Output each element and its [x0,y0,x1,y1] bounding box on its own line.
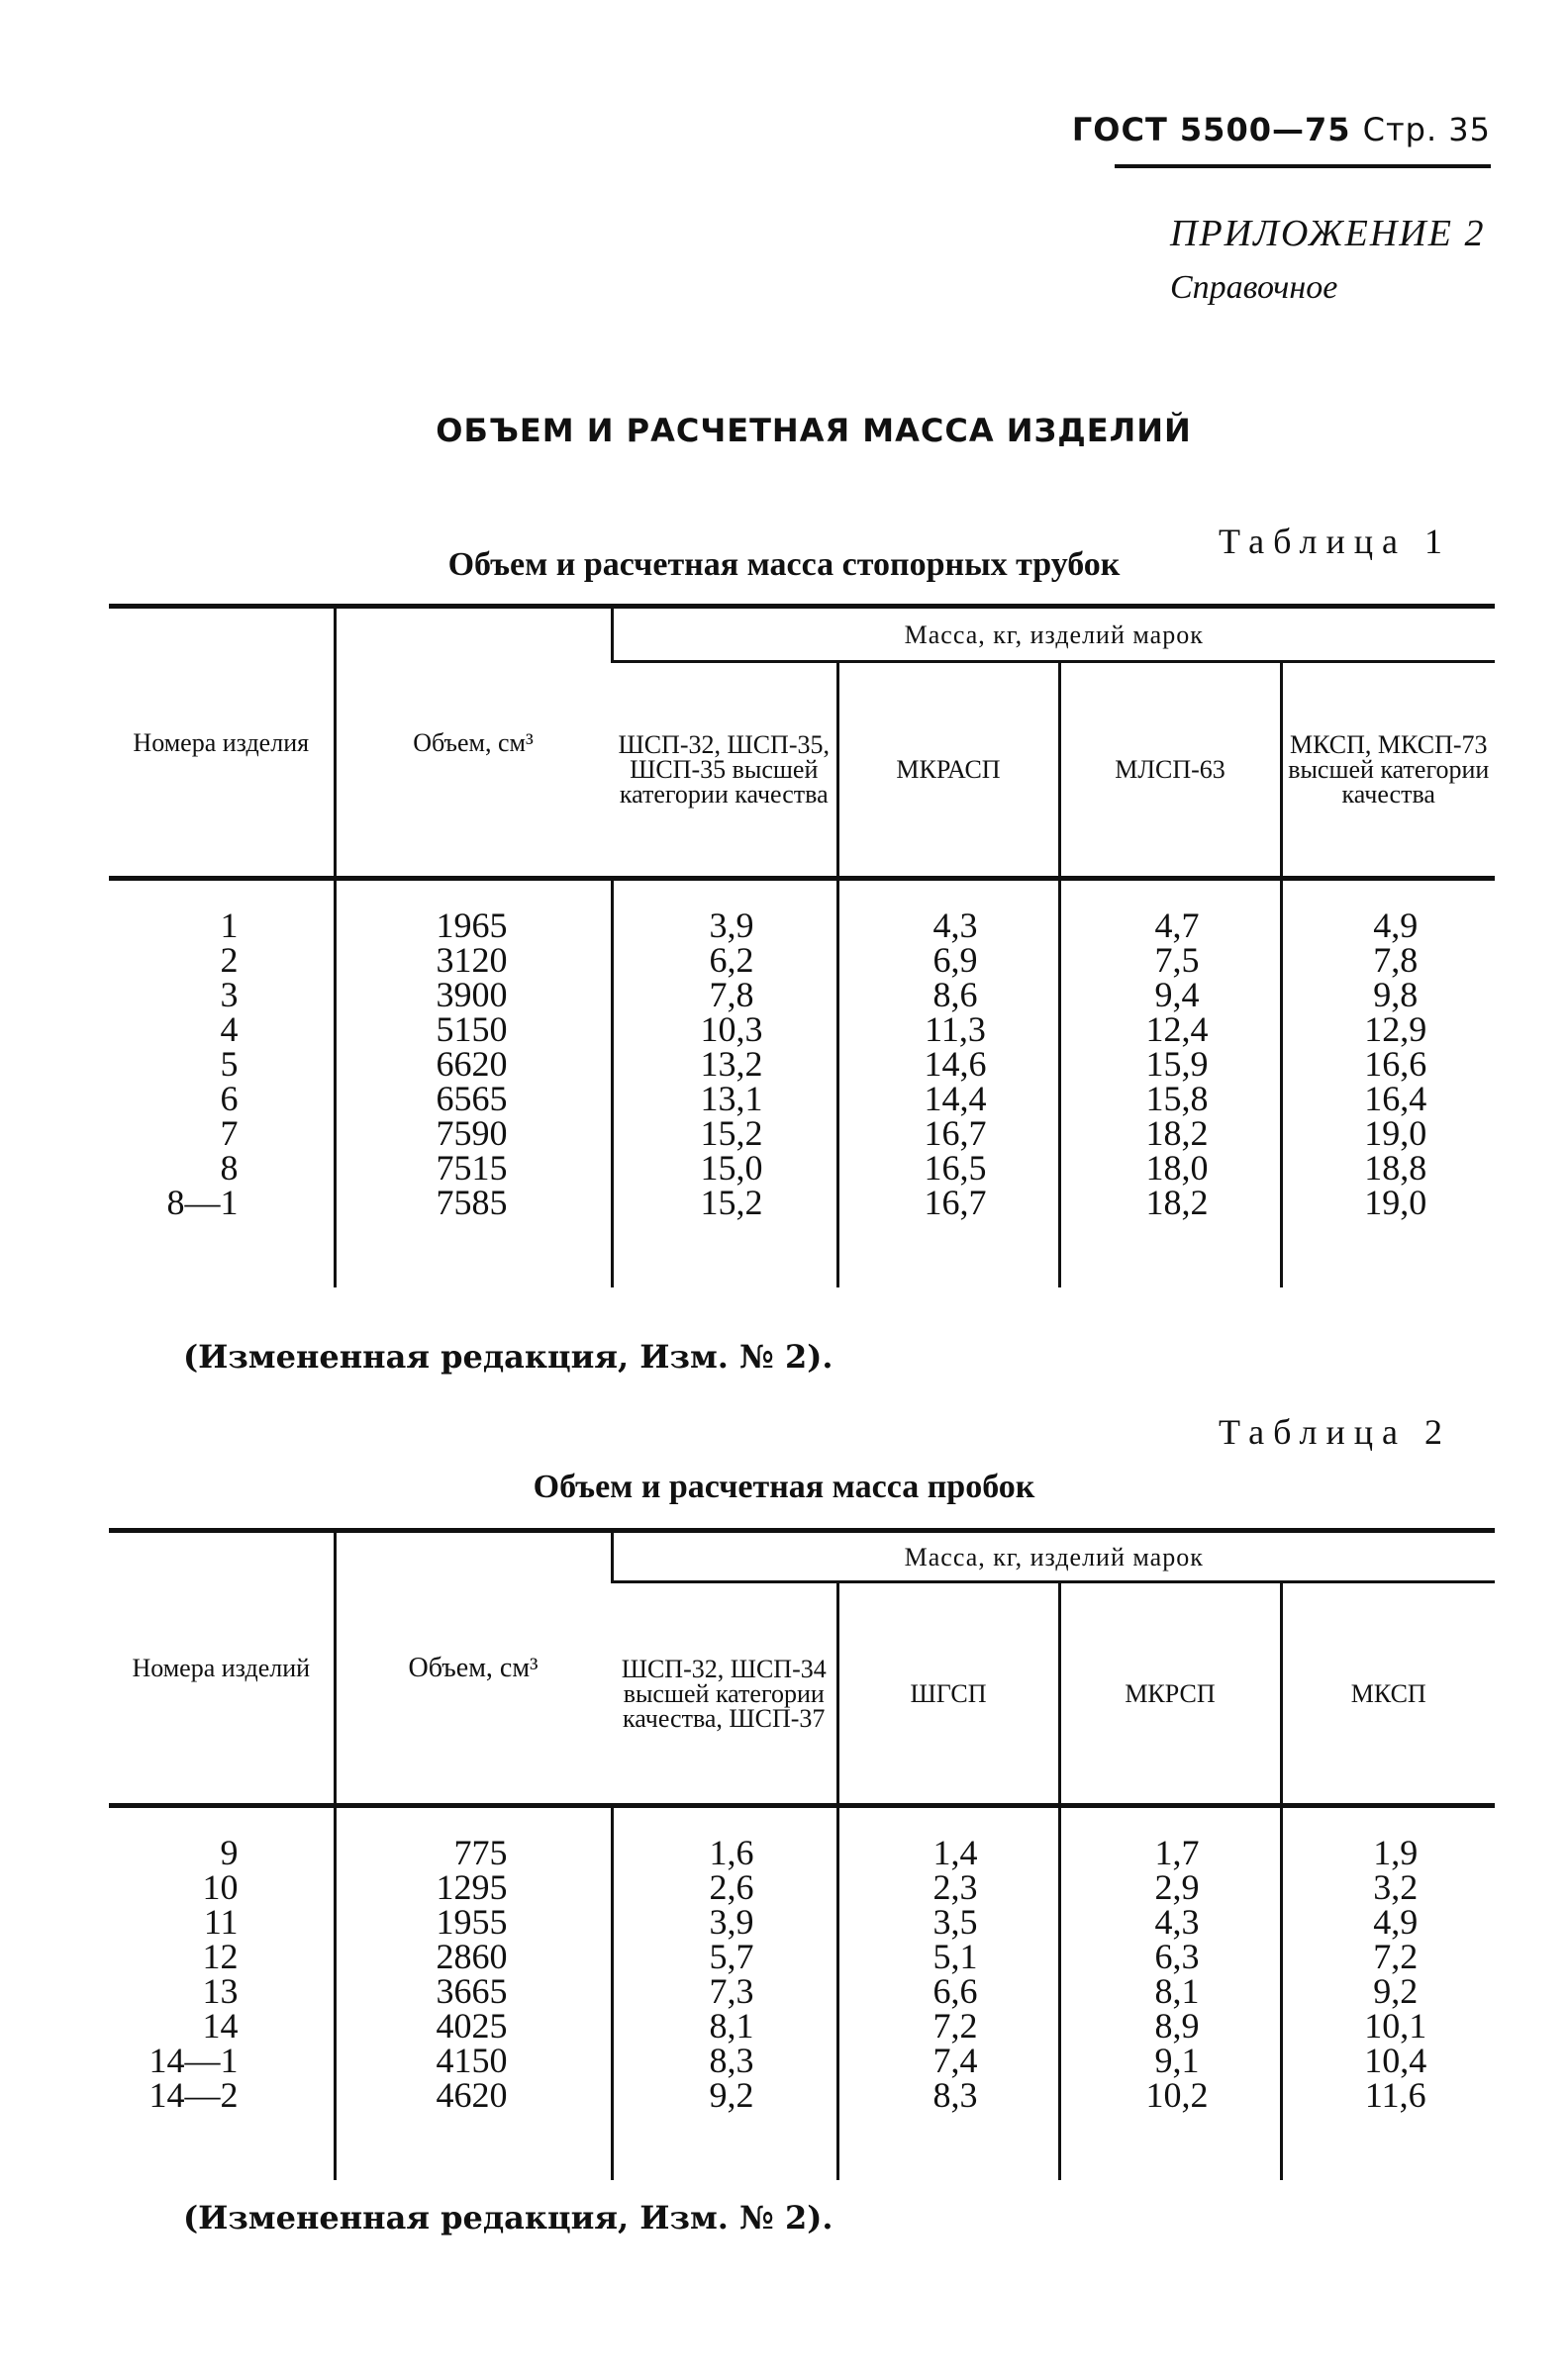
header-rule [1115,164,1491,168]
table-row: 13 3665 7,3 6,6 8,1 9,2 [109,1974,1495,2009]
table-row: 6 6565 13,1 14,4 15,8 16,4 [109,1082,1495,1116]
standard-code: ГОСТ 5500—75 [1071,111,1351,148]
table-row: 2 3120 6,2 6,9 7,5 7,8 [109,943,1495,978]
table2-label: Таблица 2 [1219,1412,1451,1452]
table2-col-number: Номера изделий [109,1531,335,1806]
table1-note: (Измененная редакция, Изм. № 2). [183,1338,833,1376]
table-row: 8 7515 15,0 16,5 18,0 18,8 [109,1151,1495,1186]
main-title: ОБЪЕМ И РАСЧЕТНАЯ МАССА ИЗДЕЛИЙ [436,412,1192,449]
table2-grade-2: ШГСП [837,1582,1059,1806]
table2 [109,1528,1495,2180]
table-row: 10 1295 2,6 2,3 2,9 3,2 [109,1870,1495,1905]
table-row: 5 6620 13,2 14,6 15,9 16,6 [109,1047,1495,1082]
table-row: 14—1 4150 8,3 7,4 9,1 10,4 [109,2044,1495,2078]
table-row: 8—1 7585 15,2 16,7 18,2 19,0 [109,1186,1495,1287]
table2-mass-header: Масса, кг, изделий марок [612,1531,1495,1582]
table-row: 12 2860 5,7 5,1 6,3 7,2 [109,1940,1495,1974]
table-row: 3 3900 7,8 8,6 9,4 9,8 [109,978,1495,1012]
table1-col-number: Номера изделия [109,607,335,879]
table-row: 1 1965 3,9 4,3 4,7 4,9 [109,881,1495,943]
table-row: 9 775 1,6 1,4 1,7 1,9 [109,1808,1495,1870]
appendix-type: Справочное [1170,269,1338,306]
table2-caption: Объем и расчетная масса пробок [533,1469,1035,1505]
table2-grade-1: ШСП-32, ШСП-34 высшей категории качества, ШСП-37 [621,1654,827,1733]
table1-grade-2: МКРАСП [837,662,1059,879]
table2-grade-4: МКСП [1281,1582,1495,1806]
table1-mass-header: Масса, кг, изделий марок [612,607,1495,662]
appendix-title: ПРИЛОЖЕНИЕ 2 [1170,213,1486,254]
table-row: 14 4025 8,1 7,2 8,9 10,1 [109,2009,1495,2044]
table1-label: Таблица 1 [1219,522,1451,561]
table1-grade-1: ШСП-32, ШСП-35, ШСП-35 высшей категории качества [618,730,830,809]
table1-grade-3: МЛСП-63 [1059,662,1281,879]
table2-note: (Измененная редакция, Изм. № 2). [183,2199,833,2237]
page-number: Стр. 35 [1362,111,1491,148]
table2-grade-3: МКРСП [1059,1582,1281,1806]
table-row: 4 5150 10,3 11,3 12,4 12,9 [109,1012,1495,1047]
table1 [109,604,1495,1287]
table1-caption: Объем и расчетная масса стопорных трубок [447,546,1121,583]
table1-col-volume: Объем, см³ [335,607,612,879]
table1-grade-4: МКСП, МКСП-73 высшей категории качества [1281,662,1495,879]
table-row: 7 7590 15,2 16,7 18,2 19,0 [109,1116,1495,1151]
table2-col-volume: Объем, см³ [335,1531,612,1806]
table-row: 11 1955 3,9 3,5 4,3 4,9 [109,1905,1495,1940]
page-header [1072,111,1491,148]
table-row: 14—2 4620 9,2 8,3 10,2 11,6 [109,2078,1495,2180]
